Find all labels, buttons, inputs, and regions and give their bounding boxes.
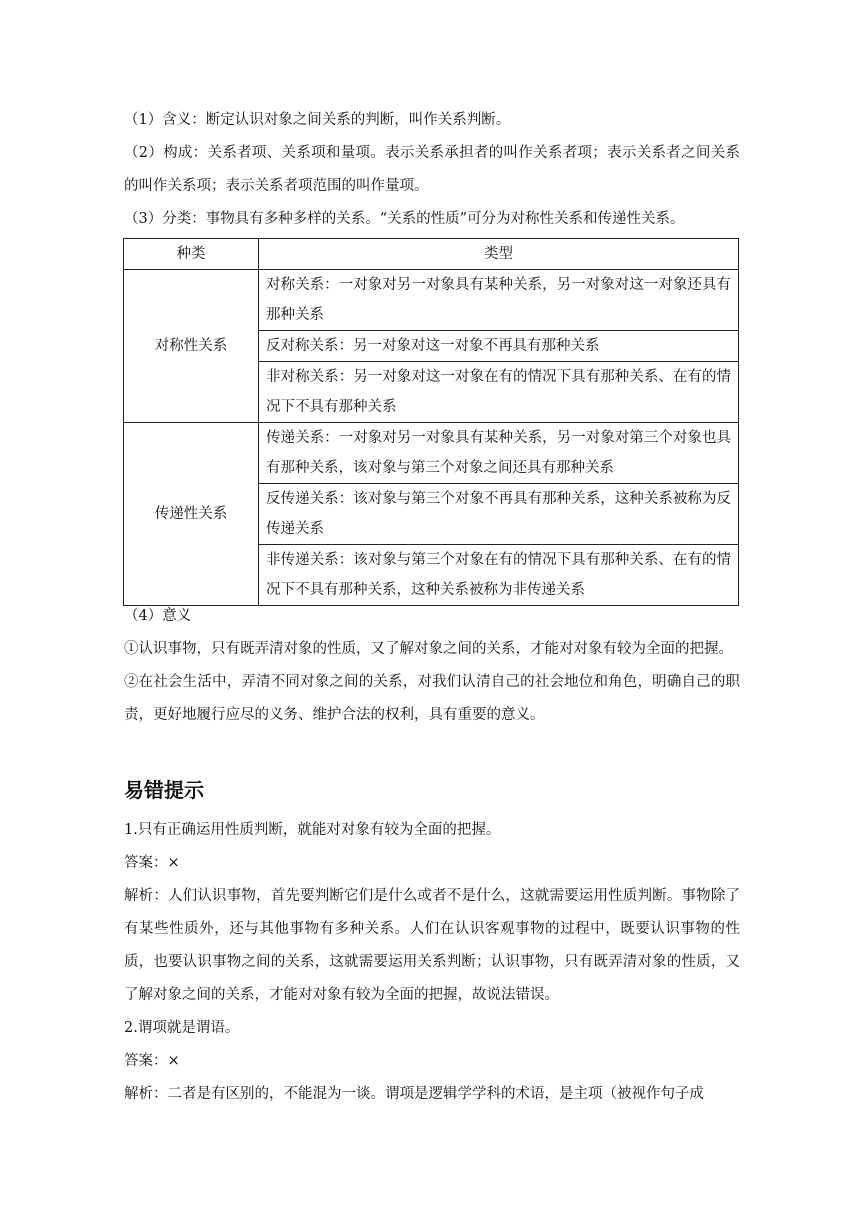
table-header-row — [124, 239, 739, 270]
type-cell: 传递关系：一对象对另一对象具有某种关系，另一对象对第三个对象也具有那种关系，该对象与第三个对象之间还具有那种关系 — [259, 423, 739, 484]
meaning-section — [124, 600, 740, 732]
answer-2: 答案：× — [124, 1053, 180, 1069]
relation-types-table — [123, 238, 739, 606]
section-heading: 易错提示 — [124, 778, 204, 802]
classification-paragraph: （3）分类：事物具有多种多样的关系。“关系的性质”可分为对称性关系和传递性关系。 — [124, 211, 685, 227]
type-cell: 非传递关系：该对象与第三个对象在有的情况下具有那种关系、在有的情况下不具有那种关系，这种关系被称为非传递关系 — [259, 545, 739, 606]
type-cell: 对称关系：一对象对另一对象具有某种关系，另一对象对这一对象还具有那种关系 — [259, 270, 739, 331]
explanation-1: 解析：人们认识事物，首先要判断它们是什么或者不是什么，这就需要运用性质判断。事物除了有某些性质外，还与其他事物有多种关系。人们在认识客观事物的过程中，既要认识事物的性质，也要认识事物之间的关系，这就需要运用关系判断；认识事物，只有既弄清对象的性质，又了解对象之间的关系，才能对对象有较为全面的把握，故说法错误。 — [124, 888, 740, 1003]
question-2: 2.谓项就是谓语。 — [124, 1020, 240, 1036]
answer-1: 答案：× — [124, 855, 180, 871]
kind-transitive: 传递性关系 — [124, 423, 259, 606]
meaning-title: （4）意义 — [124, 608, 192, 624]
header-type: 类型 — [259, 239, 739, 270]
table-row — [124, 270, 739, 331]
intro-section — [124, 104, 740, 236]
table-row — [124, 423, 739, 484]
kind-symmetric: 对称性关系 — [124, 270, 259, 423]
tips-section — [124, 814, 740, 1111]
type-cell: 反传递关系：该对象与第三个对象不再具有那种关系，这种关系被称为反传递关系 — [259, 484, 739, 545]
explanation-2: 解析：二者是有区别的，不能混为一谈。谓项是逻辑学学科的术语，是主项（被视作句子成 — [124, 1086, 704, 1102]
type-cell: 反对称关系：另一对象对这一对象不再具有那种关系 — [259, 331, 739, 362]
composition-paragraph: （2）构成：关系者项、关系项和量项。表示关系承担者的叫作关系者项；表示关系者之间关系的叫作关系项；表示关系者项范围的叫作量项。 — [124, 145, 740, 194]
header-kind: 种类 — [124, 239, 259, 270]
meaning-paragraph-2: ②在社会生活中，弄清不同对象之间的关系，对我们认清自己的社会地位和角色，明确自己的职责，更好地履行应尽的义务、维护合法的权利，具有重要的意义。 — [124, 674, 740, 723]
meaning-paragraph-1: ①认识事物，只有既弄清对象的性质，又了解对象之间的关系，才能对对象有较为全面的把握。 — [124, 641, 733, 657]
type-cell: 非对称关系：另一对象对这一对象在有的情况下具有那种关系、在有的情况下不具有那种关系 — [259, 362, 739, 423]
question-1: 1.只有正确运用性质判断，就能对对象有较为全面的把握。 — [124, 822, 501, 838]
definition-paragraph: （1）含义：断定认识对象之间关系的判断，叫作关系判断。 — [124, 112, 511, 128]
